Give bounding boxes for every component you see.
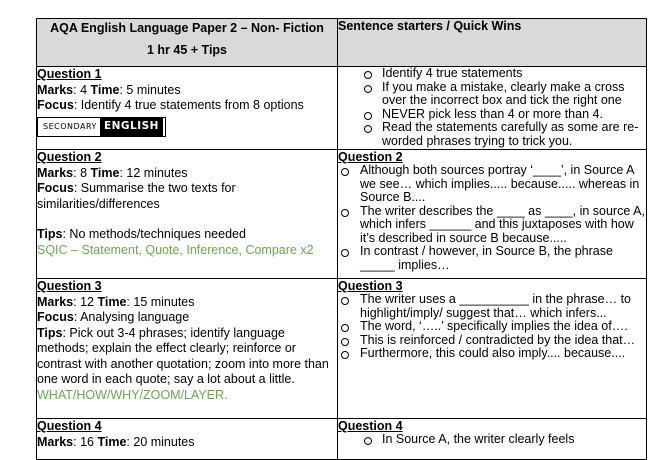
question-2-row [37, 150, 647, 279]
question-3-marks-time: Marks: 12 Time: 15 minutes [37, 294, 195, 309]
header-row [37, 19, 647, 67]
list-item: This is reinforced / contradicted by the idea that… [338, 334, 646, 348]
question-4-row [37, 419, 647, 460]
secondary-english-logo: SECONDARY ENGLISH [37, 117, 166, 137]
question-3-bullet-list [338, 293, 646, 361]
list-item: In Source A, the writer clearly feels [338, 433, 646, 447]
question-2-info [37, 150, 338, 279]
question-3-tips: Tips: Pick out 3-4 phrases; identify language methods; explain the effect clearly; reinforce or contrast with another quotation; zoom into more than one word in each quote; say a lot about a little. WHAT/HOW/WHY/ZOOM/LAYER. [37, 325, 329, 402]
paper-title: AQA English Language Paper 2 – Non- Fiction [50, 21, 324, 35]
question-2-tips: Tips: No methods/techniques needed [37, 227, 246, 241]
revision-table [36, 18, 647, 460]
list-item: The writer describes the ____ as ____, in source A, which infers ______ and this juxtaposes with how it’s described in source B because..... [338, 205, 646, 246]
question-4-marks-time: Marks: 16 Time: 20 minutes [37, 434, 195, 449]
paper-duration: 1 hr 45 + Tips [146, 43, 228, 57]
list-item: Although both sources portray ‘____’, in Source A we see… which implies..... because..... whereas in Source B.... [338, 164, 646, 205]
question-4-starter-title: Question 4 [338, 419, 403, 433]
list-item: In contrast / however, in Source B, the phrase _____ implies… [338, 245, 646, 272]
question-1-row [37, 67, 647, 150]
list-item: Furthermore, this could also imply.... because.... [338, 347, 646, 361]
list-item: NEVER pick less than 4 or more than 4. [338, 108, 646, 122]
list-item: Identify 4 true statements [338, 67, 646, 81]
list-item: The writer uses a __________ in the phrase… to highlight/imply/ suggest that… which infers... [338, 293, 646, 320]
question-3-title: Question 3 [37, 279, 102, 293]
question-2-title: Question 2 [37, 150, 102, 164]
question-2-quick-wins [338, 150, 647, 279]
question-4-quick-wins [338, 419, 647, 460]
question-1-marks-time: Marks: 4 Time: 5 minutes [37, 82, 181, 97]
question-1-quick-wins [338, 67, 647, 150]
question-3-focus: Focus: Analysing language [37, 310, 190, 324]
question-3-info [37, 279, 338, 419]
question-3-starter-title: Question 3 [338, 279, 403, 293]
question-4-bullet-list [338, 433, 646, 447]
question-4-title: Question 4 [37, 419, 102, 433]
question-2-marks-time: Marks: 8 Time: 12 minutes [37, 165, 188, 180]
list-item: If you make a mistake, clearly make a cross over the incorrect box and tick the right one [338, 81, 646, 108]
list-item: Read the statements carefully as some are re-worded phrases trying to trick you. [338, 121, 646, 148]
question-2-focus: Focus: Summarise the two texts for similarities/differences [37, 181, 236, 211]
question-2-bullet-list [338, 164, 646, 272]
question-4-info [37, 419, 338, 460]
sqic-reminder: SQIC – Statement, Quote, Inference, Compare x2 [37, 242, 314, 257]
question-1-focus: Focus: Identify 4 true statements from 8 options [37, 98, 304, 112]
header-left-cell [37, 19, 338, 67]
what-how-why-reminder: WHAT/HOW/WHY/ZOOM/LAYER. [37, 387, 228, 402]
question-2-starter-title: Question 2 [338, 150, 403, 164]
question-1-title: Question 1 [37, 67, 102, 81]
question-1-info [37, 67, 338, 150]
question-3-row [37, 279, 647, 419]
question-3-quick-wins [338, 279, 647, 419]
question-1-bullet-list [338, 67, 646, 148]
sentence-starters-heading: Sentence starters / Quick Wins [338, 19, 522, 33]
header-right-cell [338, 19, 647, 67]
list-item: The word, ‘…..’ specifically implies the idea of…. [338, 320, 646, 334]
